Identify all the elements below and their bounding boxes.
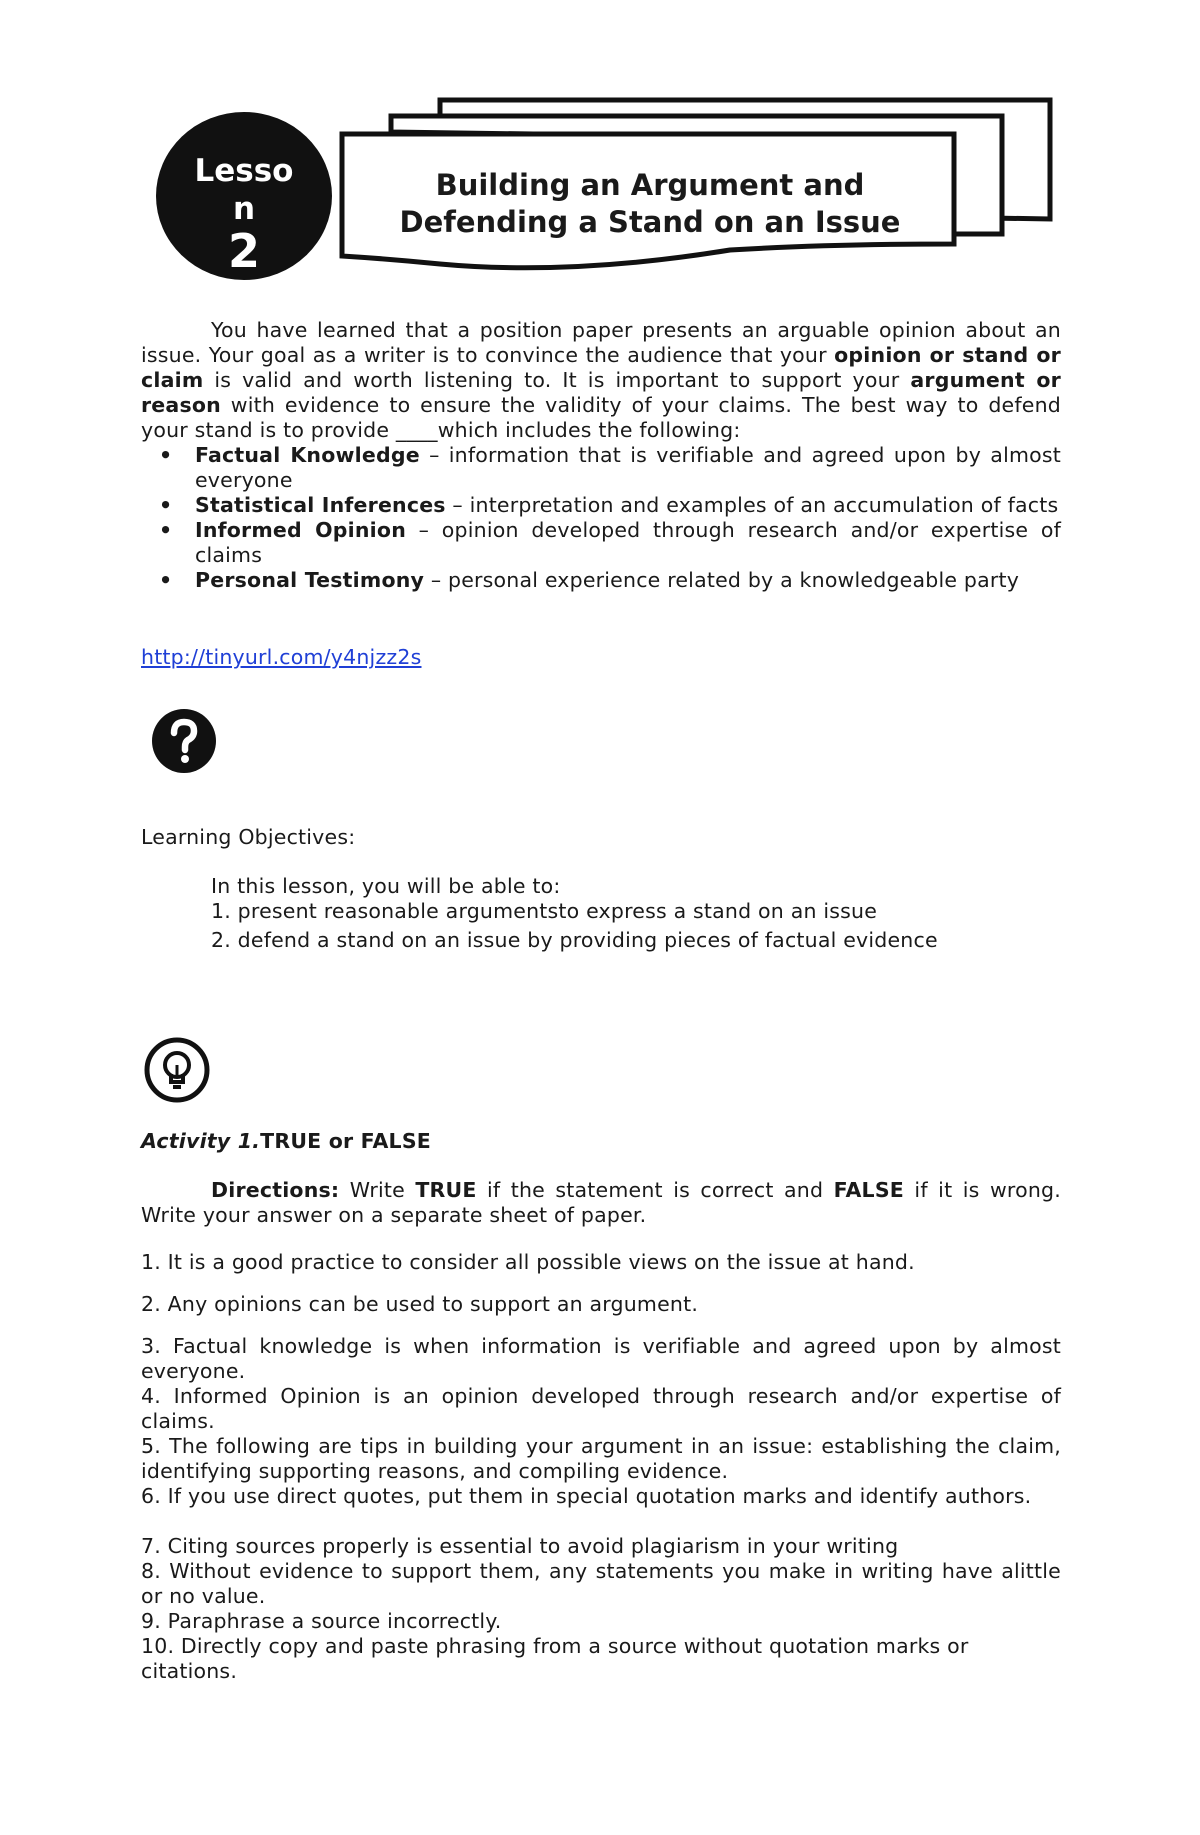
question-mark-icon	[150, 707, 218, 775]
activity-title	[141, 1129, 1061, 1154]
bullet-desc: – opinion developed through research and/or expertise of claims	[195, 518, 1061, 567]
activity-item: 2. Any opinions can be used to support an argument.	[141, 1292, 699, 1316]
activity-item: 5. The following are tips in building your argument in an issue: establishing the claim, identifying supporting reasons, and compiling evidence.	[141, 1434, 1061, 1483]
false-word: FALSE	[833, 1178, 904, 1202]
badge-word-2: n	[232, 191, 256, 227]
bullet-desc: – personal experience related by a knowledgeable party	[424, 568, 1020, 592]
activity-label: Activity 1.	[141, 1129, 261, 1153]
intro-bold-claim: opinion or stand or claim	[141, 343, 1061, 392]
bullet-icon: •	[159, 493, 173, 517]
objective-item: 2. defend a stand on an issue by providing pieces of factual evidence	[211, 928, 938, 952]
activity-item: 1. It is a good practice to consider all possible views on the issue at hand.	[141, 1250, 915, 1274]
objective-item: 1. present reasonable argumentsto express a stand on an issue	[211, 899, 878, 923]
page-title: Building an Argument and Defending a Stand on an Issue	[399, 168, 901, 239]
activity-item: 3. Factual knowledge is when information is verifiable and agreed upon by almost everyone.	[141, 1334, 1061, 1383]
activity-label-rest: TRUE or FALSE	[260, 1129, 431, 1153]
activity-item: 8. Without evidence to support them, any statements you make in writing have alittle or no value.	[141, 1559, 1061, 1608]
bullet-icon: •	[159, 568, 173, 592]
activity-directions	[141, 1178, 1061, 1228]
activity-item: 7. Citing sources properly is essential to avoid plagiarism in your writing	[141, 1534, 899, 1558]
bullet-term: Personal Testimony	[195, 568, 425, 592]
intro-bold-argument: argument or reason	[141, 368, 1061, 417]
activity-item: 4. Informed Opinion is an opinion developed through research and/or expertise of claims.	[141, 1384, 1061, 1433]
directions-text: if the statement is correct and	[476, 1178, 834, 1202]
lesson-badge	[156, 112, 332, 280]
badge-word-1: Lesso	[194, 153, 294, 189]
bullet-term: Statistical Inferences	[195, 493, 446, 517]
intro-text-a: You have learned that a position paper presents an arguable opinion about an issue. Your goal as a writer is to convince the audience that your	[141, 318, 1061, 367]
evidence-list	[159, 443, 1061, 593]
directions-text: Write	[339, 1178, 416, 1202]
list-item	[159, 518, 1061, 568]
activity-item: 6. If you use direct quotes, put them in special quotation marks and identify authors.	[141, 1484, 1032, 1508]
bullet-term: Factual Knowledge	[195, 443, 420, 467]
bullet-icon: •	[159, 518, 173, 542]
source-link[interactable]: http://tinyurl.com/y4njzz2s	[141, 645, 422, 669]
bullet-icon: •	[159, 443, 173, 467]
list-item	[159, 568, 1061, 593]
directions-label: Directions:	[211, 1178, 340, 1202]
intro-text-e: with evidence to ensure the validity of your claims. The best way to defend your stand is to provide ____which includes the following:	[141, 393, 1061, 442]
objectives-heading: Learning Objectives:	[141, 825, 356, 849]
activity-item: 9. Paraphrase a source incorrectly.	[141, 1609, 502, 1633]
bullet-desc: – information that is verifiable and agreed upon by almost everyone	[195, 443, 1061, 492]
badge-number: 2	[227, 224, 260, 278]
activity-item: 10. Directly copy and paste phrasing from a source without quotation marks or citations.	[141, 1634, 969, 1683]
directions-text: if it is wrong. Write your answer on a separate sheet of paper.	[141, 1178, 1061, 1227]
lightbulb-icon	[143, 1036, 211, 1104]
bullet-term: Informed Opinion	[195, 518, 406, 542]
true-word: TRUE	[415, 1178, 477, 1202]
list-item	[159, 443, 1061, 493]
list-item	[159, 493, 1061, 518]
bullet-desc: – interpretation and examples of an accumulation of facts	[445, 493, 1059, 517]
intro-text-c: is valid and worth listening to. It is important to support your	[203, 368, 911, 392]
intro-paragraph	[141, 318, 1061, 443]
objectives-lead: In this lesson, you will be able to:	[211, 874, 561, 898]
